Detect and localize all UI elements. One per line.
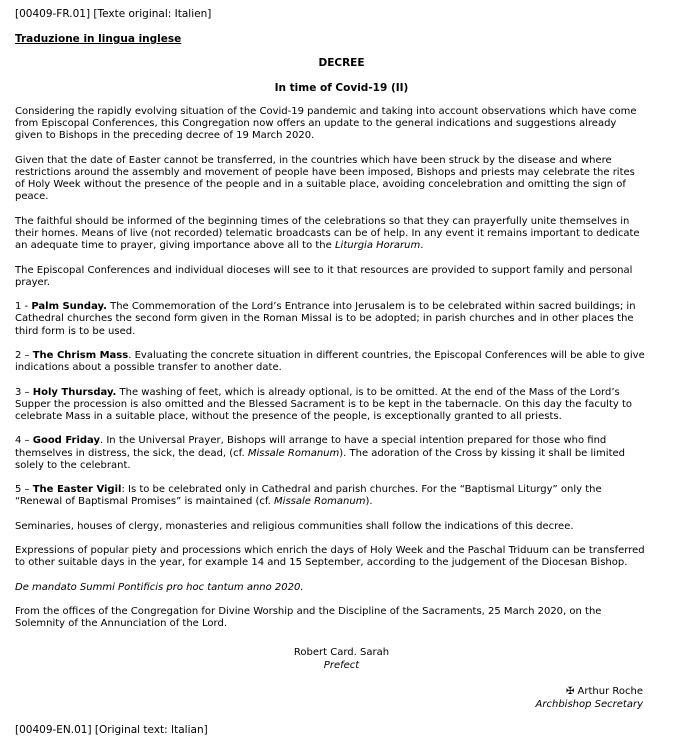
translation-heading: Traduzione in lingua inglese [15, 33, 182, 45]
item-number: 3 – [15, 386, 33, 398]
liturgia-horarum-term: Liturgia Horarum [334, 240, 421, 252]
paragraph-faithful [15, 216, 645, 253]
item-heading: Good Friday [32, 435, 100, 447]
paragraph-resources: The Episcopal Conferences and individual dioceses will see to it that resources are provided to support family and personal prayer. [15, 264, 633, 288]
paragraph-seminaries: Seminaries, houses of clergy, monasteries and religious communities shall follow the indications of this decree. [15, 520, 574, 532]
item-text: The washing of feet, which is already optional, is to be omitted. At the end of the Mass of the Lord’s Supper the procession is also omitted and the Blessed Sacrament is to be kept in the tabernacle. On this day the faculty to celebrate Mass in a suitable place, without the presence of the people, is exceptionally granted to all priests. [15, 386, 633, 422]
paragraph-intro: Considering the rapidly evolving situation of the Covid-19 pandemic and taking into account observations which have come from Episcopal Conferences, this Congregation now offers an update to the general indications and suggestions already given to Bishops in the preceding decree of 19 March 2020. [15, 106, 637, 142]
item-text: : Is to be celebrated only in Cathedral and parish churches. For the “Baptismal Liturgy” only the “Renewal of Baptismal Promises” is maintained (cf. [15, 484, 602, 508]
signature-secretary-title: Archbishop Secretary [535, 698, 643, 710]
item-text: The Commemoration of the Lord’s Entrance into Jerusalem is to be celebrated within sacred buildings; in Cathedral churches the second form given in the Roman Missal is to be adopted; in parish churches and in other places the third form is to be used. [15, 301, 636, 337]
item-number: 5 – [15, 484, 33, 496]
item-text-end: ). The adoration of the Cross by kissing it shall be limited solely to the celebrant. [15, 447, 625, 471]
item-number: 4 – [15, 435, 33, 447]
item-heading: The Easter Vigil [32, 484, 122, 496]
item-chrism-mass [15, 350, 645, 374]
decree-body [15, 106, 645, 643]
decree-title: DECREE [318, 57, 365, 69]
item-heading: Holy Thursday. [32, 386, 117, 398]
item-number: 1 - [15, 301, 32, 313]
item-heading: The Chrism Mass [32, 349, 129, 361]
paragraph-faithful-end: . [420, 240, 424, 252]
document-code-french: [00409-FR.01] [Texte original: Italien] [15, 8, 212, 20]
item-palm-sunday [15, 301, 645, 338]
missale-romanum-term: Missale Romanum [274, 496, 366, 508]
signature-secretary [536, 686, 643, 711]
paragraph-offices: From the offices of the Congregation for Divine Worship and the Discipline of the Sacraments, 25 March 2020, on the Solemnity of the Annunciation of the Lord. [15, 606, 602, 630]
paragraph-popular-piety: Expressions of popular piety and processions which enrich the days of Holy Week and the Paschal Triduum can be transferred to other suitable days in the year, for example 14 and 15 September, according to the judgement of the Diocesan Bishop. [15, 545, 645, 569]
document-code-english: [00409-EN.01] [Original text: Italian] [15, 724, 208, 736]
signature-prefect [0, 647, 683, 672]
decree-subtitle: In time of Covid-19 (II) [274, 82, 409, 94]
signature-secretary-name: ✠ Arthur Roche [565, 686, 643, 697]
item-text: . Evaluating the concrete situation in different countries, the Episcopal Conferences will be able to give indications about a possible transfer to another date. [15, 349, 645, 374]
signature-prefect-title: Prefect [323, 659, 360, 671]
paragraph-easter-date: Given that the date of Easter cannot be transferred, in the countries which have been struck by the disease and where restrictions around the assembly and movement of people have been imposed, Bishops and priests may celebrate the rites of Holy Week without the presence of the people and in a suitable place, avoiding concelebration and omitting the sign of peace. [15, 154, 635, 203]
item-holy-thursday [15, 387, 645, 424]
item-text-end: ). [365, 496, 373, 508]
item-heading: Palm Sunday. [31, 301, 107, 313]
item-easter-vigil [15, 484, 645, 508]
signature-prefect-name: Robert Card. Sarah [293, 647, 390, 658]
item-text: . In the Universal Prayer, Bishops will arrange to have a special intention prepared for those who find themselves in distress, the sick, the dead, (cf. [15, 435, 607, 459]
item-good-friday [15, 435, 645, 472]
item-number: 2 – [15, 349, 33, 361]
paragraph-de-mandato: De mandato Summi Pontificis pro hoc tantum anno 2020. [15, 581, 304, 593]
missale-romanum-term: Missale Romanum [247, 447, 340, 459]
paragraph-faithful-text: The faithful should be informed of the beginning times of the celebrations so that they can prayerfully unite themselves in their homes. Means of live (not recorded) telematic broadcasts can be of help. In any event it remains important to dedicate an adequate time to prayer, giving importance above all to the [15, 215, 640, 252]
